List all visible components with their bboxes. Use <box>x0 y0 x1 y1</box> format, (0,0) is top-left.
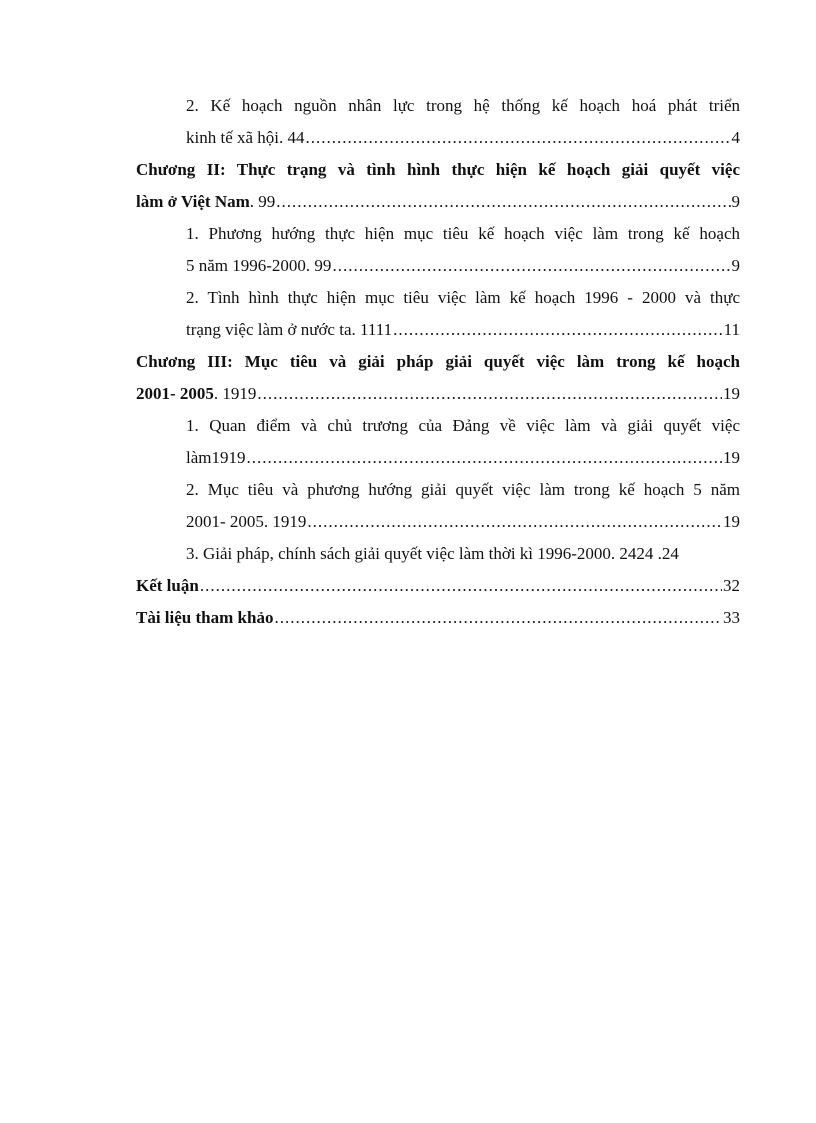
toc-entry-title: 2. Kế hoạch nguồn nhân lực trong hệ thống kế hoạch hoá phát triển <box>186 96 740 115</box>
toc-entry-title-cont: làm1919 <box>186 448 246 467</box>
dot-leader <box>276 186 730 218</box>
toc-page-number: 11 <box>723 320 740 339</box>
toc-entry-title: Kết luận <box>136 576 199 595</box>
toc-page-number: 9 <box>731 192 740 211</box>
toc-entry-section-1-direction[interactable] <box>136 218 740 282</box>
toc-page-number: 4 <box>731 128 740 147</box>
toc-entry-title: Tài liệu tham khảo <box>136 608 274 627</box>
table-of-contents <box>136 90 740 634</box>
toc-entry-title: 2. Mục tiêu và phương hướng giải quyết việc làm trong kế hoạch 5 năm <box>186 480 740 499</box>
toc-page-number: 33 <box>723 608 740 627</box>
toc-entry-title: 3. Giải pháp, chính sách giải quyết việc làm thời kì 1996-2000. 2424 .24 <box>186 544 679 563</box>
toc-entry-title-cont: kinh tế xã hội. 44 <box>186 128 305 147</box>
toc-entry-title-cont: 2001- 2005. 1919 <box>186 512 307 531</box>
toc-entry-chapter-3[interactable] <box>136 346 740 410</box>
toc-page-number: 9 <box>731 256 740 275</box>
chapter-title: Chương II: Thực trạng và tình hình thực hiện kế hoạch giải quyết việc <box>136 160 740 179</box>
toc-page-number: 19 <box>723 512 740 531</box>
toc-ref: . 99 <box>249 192 276 211</box>
dot-leader <box>200 570 722 602</box>
toc-entry-title: 2. Tình hình thực hiện mục tiêu việc làm kế hoạch 1996 - 2000 và thực <box>186 288 740 307</box>
toc-entry-section-2-situation[interactable] <box>136 282 740 346</box>
toc-entry-section-3-solutions[interactable] <box>136 538 740 570</box>
toc-entry-section-2-objectives[interactable] <box>136 474 740 538</box>
dot-leader <box>306 122 731 154</box>
toc-entry-title-cont: trạng việc làm ở nước ta. 1111 <box>186 320 393 339</box>
toc-entry-title: 1. Phương hướng thực hiện mục tiêu kế hoạch việc làm trong kế hoạch <box>186 224 740 243</box>
dot-leader <box>247 442 723 474</box>
toc-entry-title-cont: 5 năm 1996-2000. 99 <box>186 256 332 275</box>
dot-leader <box>393 314 723 346</box>
toc-page-number: 32 <box>723 576 740 595</box>
chapter-title: Chương III: Mục tiêu và giải pháp giải quyết việc làm trong kế hoạch <box>136 352 740 371</box>
dot-leader <box>332 250 730 282</box>
dot-leader <box>257 378 722 410</box>
dot-leader <box>307 506 722 538</box>
chapter-title-cont: 2001- 2005 <box>136 384 214 403</box>
toc-entry-chapter-2[interactable] <box>136 154 740 218</box>
toc-page-number: 19 <box>723 448 740 467</box>
toc-ref: . 1919 <box>213 384 257 403</box>
chapter-title-cont: làm ở Việt Nam <box>136 192 250 211</box>
toc-entry-references[interactable] <box>136 602 740 634</box>
dot-leader <box>274 602 722 634</box>
toc-page-number: 19 <box>723 384 740 403</box>
toc-entry-title: 1. Quan điểm và chủ trương của Đảng về việc làm và giải quyết việc <box>186 416 740 435</box>
toc-entry-section-1-viewpoint[interactable] <box>136 410 740 474</box>
toc-entry-section-2-human-resources[interactable] <box>136 90 740 154</box>
toc-entry-conclusion[interactable] <box>136 570 740 602</box>
